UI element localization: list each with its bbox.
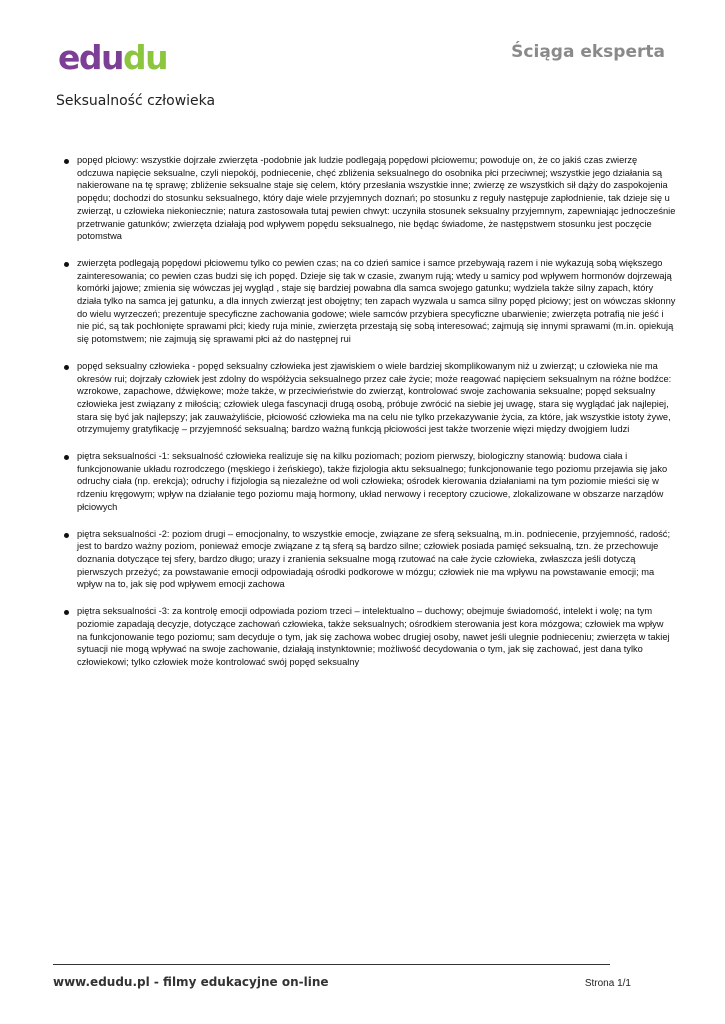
document-body	[64, 154, 676, 683]
footer-site-link[interactable]: www.edudu.pl - filmy edukacyjne on-line	[53, 975, 329, 989]
list-item-text: zwierzęta podlegają popędowi płciowemu tylko co pewien czas; na co dzień samice i samce przebywają razem i nie wykazują sobą większego zainteresowania; co pewien czas budzi się ich popęd. Dzieje się tak w czasie, zwanym rują; wtedy u samicy pod wpływem hormonów dojrzewają komórki jajowe; zmienia się wówczas jej wygląd , staje się bardziej powabna dla samca swojego gatunku; wydziela także silny zapach, który działa tylko na samca jej gatunku, a dla innych zwierząt jest obojętny; ten zapach wyzwala u samca silny popęd płciowy; jest on wówczas skłonny do wielu wyrzeczeń; prezentuje specyficzne zachowania godowe; wiele samców przybiera specyficzne ubarwienie; zwierzęta potrafią nie jeść i nie pić, są tak pochłonięte sprawami płci; kiedy ruja minie, zwierzęta przestają się sobą interesować; zajmują się innymi sprawami (m.in. opiekują się potomstwem; nie zajmują się sprawami płci aż do następnej rui	[77, 257, 676, 345]
logo-letter-2: d	[78, 37, 102, 77]
list-item	[64, 528, 676, 592]
list-item-text: popęd płciowy: wszystkie dojrzałe zwierzęta -podobnie jak ludzie podlegają popędowi płciowemu; powoduje on, że co jakiś czas zwierzę odczuwa napięcie seksualne, czyli niepokój, podniecenie, chęć zbliżenia seksualnego do osobnika płci przeciwnej; wszystkie jego działania są nakierowane na tę sprawę; zbliżenie seksualne staje się celem, który przesłania wszystkie inne; zwierzę ze wszystkich sił dąży do zaspokojenia popędu; dochodzi do stosunku seksualnego, który daje wiele przyjemnych doznań; po stosunku z reguły następuje zapłodnienie, tak dzieje się u zwierząt, u człowieka niekoniecznie; natura zastosowała tutaj pewien chwyt: uczyniła stosunek seksualny przyjemnym, zapewniając jednocześnie przetrwanie gatunków; zwierzęta działają pod wpływem popędu seksualnego, nie będąc świadome, że następstwem stosunku jest poczęcie potomstwa	[77, 155, 676, 242]
list-item	[64, 154, 676, 243]
logo-letter-1: e	[58, 37, 79, 77]
list-item	[64, 257, 676, 346]
header-tagline: Ściąga eksperta	[511, 42, 665, 62]
bullet-icon	[64, 455, 69, 460]
list-item-text: piętra seksualności -3: za kontrolę emocji odpowiada poziom trzeci – intelektualno – duchowy; obejmuje świadomość, intelekt i wolę; na tym poziomie zapadają decyzje, dotyczące zachowań człowieka, także seksualnych; ośrodkiem sterowania jest kora mózgowa; człowiek ma wpływ na funkcjonowanie tego poziomu; sam decyduje o tym, jak się zachowa wobec drugiej osoby, nawet jeśli ulegnie podnieceniu; zwierzęta w takiej sytuacji nie mogą wpływać na swoje zachowanie, działają instynktownie; możliwość decydowania o tym, jak się zachować, jest dana tylko człowiekowi; tylko człowiek może kontrolować swój popęd seksualny	[77, 606, 670, 667]
bullet-icon	[64, 365, 69, 370]
page-number: Strona 1/1	[584, 978, 631, 989]
bullet-icon	[64, 533, 69, 538]
bullet-icon	[64, 262, 69, 267]
list-item	[64, 360, 676, 436]
list-item	[64, 605, 676, 669]
bullet-icon	[64, 159, 69, 164]
list-item-text: popęd seksualny człowieka - popęd seksualny człowieka jest zjawiskiem o wiele bardziej skomplikowanym niż u zwierząt; u człowieka nie ma okresów rui; dojrzały człowiek jest zdolny do współżycia seksualnego przez całe życie; może reagować napięciem seksualnym na różne bodźce: wzrokowe, zapachowe, dźwiękowe; może także, w przeciwieństwie do zwierząt, kontrolować swoje zachowania seksualne; popęd seksualny człowieka jest związany z miłością; człowiek ulega fascynacji drugą osobą, próbuje zwrócić na siebie jej uwagę, stara się wyglądać jak najlepiej, stara się być jak najlepszy; jak zauważyliście, płciowość człowieka ma na celu nie tylko przekazywanie życia, za które, jak wszystkie istoty żywe, otrzymujemy gratyfikację – przyjemność seksualną; bardzo ważną funkcją płciowości jest także tworzenie więzi między dwojgiem ludzi	[77, 360, 672, 435]
logo-letter-5: u	[145, 37, 168, 77]
footer-divider	[53, 964, 610, 965]
logo-letter-4: d	[123, 37, 146, 77]
list-item-text: piętra seksualności -1: seksualność człowieka realizuje się na kilku poziomach; poziom pierwszy, biologiczny stanowią: budowa ciała i funkcjonowanie układu rozrodczego (męskiego i żeńskiego), także fizjologia aktu seksualnego; funkcjonowanie tego poziomu przejawia się jako odruchy ciała (np. erekcja); odruchy i fizjologia są niezależne od woli człowieka; ośrodek kierowania działaniami na tym poziomie mieści się w rdzeniu kręgowym; wpływ na działanie tego poziomu mają hormony, układ nerwowy i receptory czuciowe, zlokalizowane w obszarze narządów płciowych	[77, 451, 668, 512]
document-title: Seksualność człowieka	[56, 93, 216, 109]
edudu-logo	[58, 34, 190, 80]
bullet-icon	[64, 610, 69, 615]
list-item	[64, 450, 676, 514]
logo-letter-3: u	[101, 37, 124, 77]
list-item-text: piętra seksualności -2: poziom drugi – emocjonalny, to wszystkie emocje, związane ze sferą seksualną, m.in. podniecenie, przyjemność, radość; jest to bardzo ważny poziom, ponieważ emocje związane z tą sferą są bardzo silne; człowiek posiada pamięć seksualną, tzn. że przechowuje doznania dotyczące tej sfery, bardzo długo; urazy i zranienia seksualne mogą rzutować na całe życie człowieka, zwłaszcza jeśli dotyczą pierwszych przeżyć; za powstawanie emocji odpowiadają ośrodki podkorowe w mózgu; człowiek nie ma wpływu na powstawanie emocji; ma wpływ na to, jak się pod wpływem emocji zachowa	[77, 528, 671, 590]
